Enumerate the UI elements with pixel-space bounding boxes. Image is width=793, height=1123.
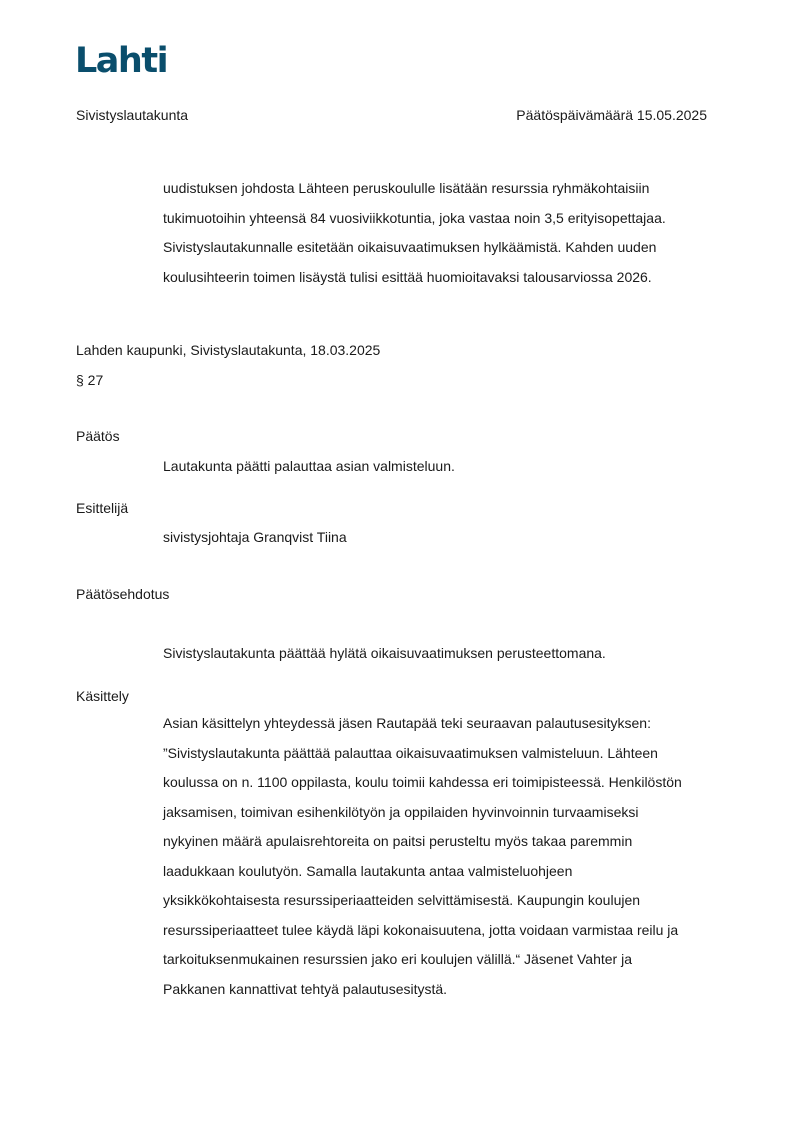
handling-line: laadukkaan koulutyön. Samalla lautakunta antaa valmisteluohjeen [163, 862, 573, 879]
intro-line: Sivistyslautakunnalle esitetään oikaisuvaatimuksen hylkäämistä. Kahden uuden [163, 239, 657, 255]
presenter-label: Esittelijä [76, 500, 129, 516]
handling-line: Pakkanen kannattivat tehtyä palautusesitystä. [163, 980, 448, 997]
handling-paragraph [163, 709, 723, 1004]
organization-name: Sivistyslautakunta [76, 107, 189, 123]
intro-line: uudistuksen johdosta Lähteen peruskoululle lisätään resurssia ryhmäkohtaisiin [163, 180, 650, 196]
decision-text: Lautakunta päätti palauttaa asian valmisteluun. [163, 458, 455, 474]
meeting-line: Lahden kaupunki, Sivistyslautakunta, 18.03.2025 [76, 342, 381, 358]
handling-line: resurssiperiaatteet tulee käydä läpi kokonaisuutena, jotta voidaan varmistaa reilu ja [163, 921, 679, 938]
lahti-logo: Lahti [75, 41, 168, 81]
handling-line: tarkoituksenmukainen resurssien jako eri koulujen välillä.“ Jäsenet Vahter ja [163, 951, 632, 967]
handling-line: nykyinen määrä apulaisrehtoreita on paitsi perusteltu myös takaa paremmin [163, 833, 633, 849]
proposal-text: Sivistyslautakunta päättää hylätä oikaisuvaatimuksen perusteettomana. [163, 645, 606, 661]
section-number: § 27 [76, 372, 104, 388]
handling-line: yksikkökohtaisesta resurssiperiaatteiden selvittämisestä. Kaupungin koulujen [163, 892, 641, 908]
handling-line: ”Sivistyslautakunta päättää palauttaa oikaisuvaatimuksen valmisteluun. Lähteen [163, 744, 658, 761]
decision-date: Päätöspäivämäärä 15.05.2025 [516, 107, 707, 123]
intro-paragraph [163, 174, 723, 292]
handling-line: koulussa on n. 1100 oppilasta, koulu toimii kahdessa eri toimipisteessä. Henkilöstön [163, 774, 682, 790]
intro-line: koulusihteerin toimen lisäystä tulisi esittää huomioitavaksi talousarviossa 2026. [163, 268, 652, 285]
handling-label: Käsittely [76, 688, 129, 704]
intro-line: tukimuotoihin yhteensä 84 vuosiviikkotuntia, joka vastaa noin 3,5 erityisopettajaa. [163, 209, 666, 226]
decision-label: Päätös [76, 428, 120, 444]
handling-line: jaksamisen, toimivan esihenkilötyön ja oppilaiden hyvinvoinnin turvaamiseksi [163, 803, 639, 820]
handling-line: Asian käsittelyn yhteydessä jäsen Rautapää teki seuraavan palautusesityksen: [163, 715, 651, 731]
presenter-text: sivistysjohtaja Granqvist Tiina [163, 529, 347, 545]
proposal-label: Päätösehdotus [76, 586, 170, 602]
